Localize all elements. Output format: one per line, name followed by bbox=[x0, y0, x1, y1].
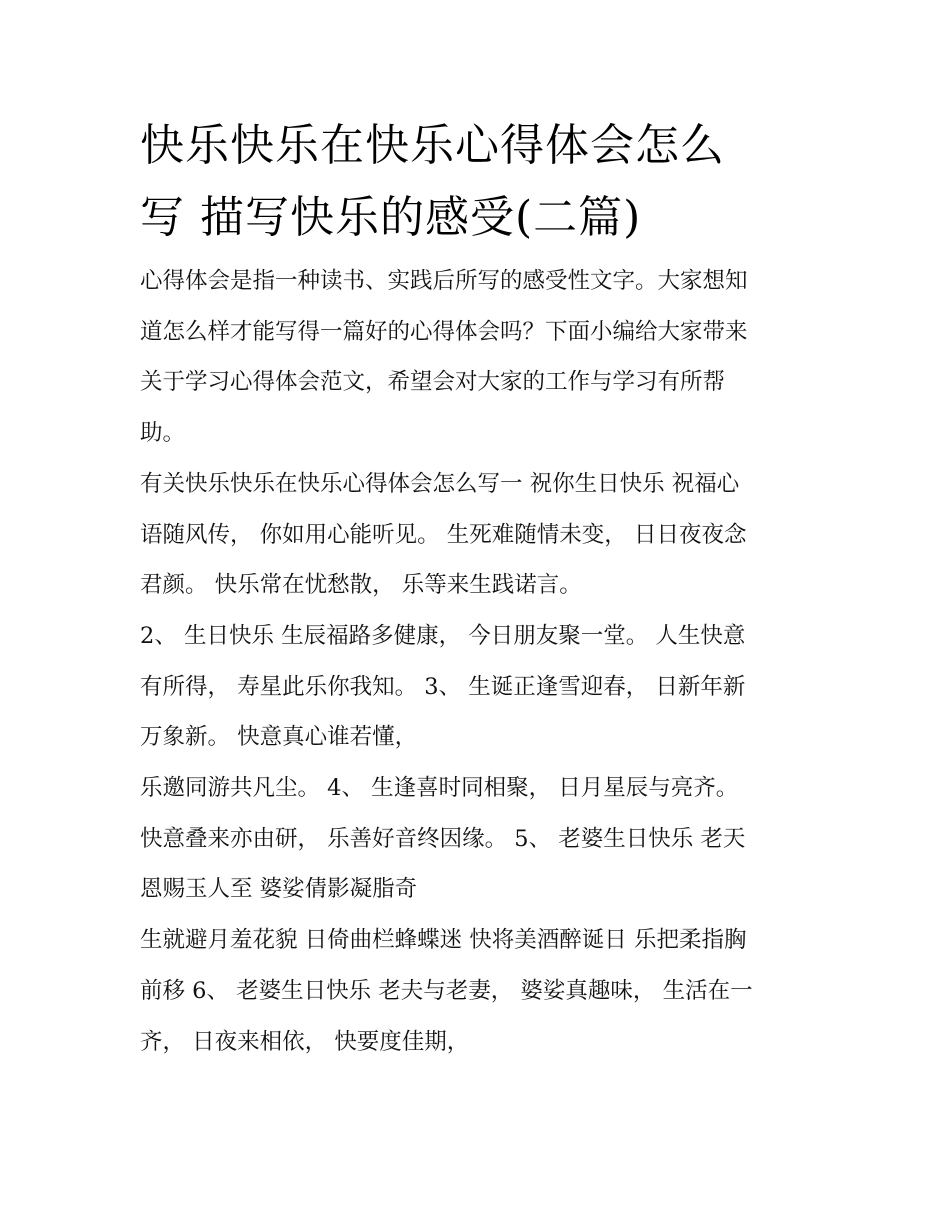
text-line: 快意叠来亦由研， 乐善好音终因缘。 5、 老婆生日快乐 老天 bbox=[140, 825, 746, 852]
text-line: 2、 生日快乐 生辰福路多健康， 今日朋友聚一堂。 人生快意 bbox=[140, 622, 746, 649]
text-line: 关于学习心得体会范文，希望会对大家的工作与学习有所帮 bbox=[140, 369, 726, 396]
text-line: 有关快乐快乐在快乐心得体会怎么写一 祝你生日快乐 祝福心 bbox=[140, 470, 740, 497]
paragraph-poem-2 bbox=[140, 611, 812, 763]
title-line-2: 写 描写快乐的感受(二篇) bbox=[140, 192, 642, 243]
text-line: 有所得， 寿星此乐你我知。 3、 生诞正逢雪迎春， 日新年新 bbox=[140, 673, 746, 700]
text-line: 生就避月羞花貌 日倚曲栏蜂蝶迷 快将美酒醉诞日 乐把柔指胸 bbox=[140, 927, 747, 954]
text-line: 心得体会是指一种读书、实践后所写的感受性文字。大家想知 bbox=[140, 268, 748, 294]
paragraph-poem-3 bbox=[140, 763, 812, 915]
text-line: 齐， 日夜来相依， 快要度佳期， bbox=[140, 1028, 470, 1055]
text-line: 乐邀同游共凡尘。 4、 生逢喜时同相聚， 日月星辰与亮齐。 bbox=[140, 775, 739, 802]
paragraph-intro bbox=[140, 256, 812, 459]
text-line: 君颜。 快乐常在忧愁散， 乐等来生践诺言。 bbox=[140, 572, 582, 599]
text-line: 前移 6、 老婆生日快乐 老夫与老妻， 婆娑真趣味， 生活在一 bbox=[140, 977, 753, 1004]
text-line: 道怎么样才能写得一篇好的心得体会吗？下面小编给大家带来 bbox=[140, 318, 748, 345]
title-line-1: 快乐快乐在快乐心得体会怎么 bbox=[140, 120, 725, 171]
text-line: 语随风传， 你如用心能听见。 生死难随情未变， 日日夜夜念 bbox=[140, 521, 747, 548]
paragraph-poem-4 bbox=[140, 915, 812, 1067]
text-line: 万象新。 快意真心谁若懂， bbox=[140, 724, 418, 751]
document-title bbox=[140, 110, 812, 254]
text-line: 助。 bbox=[140, 420, 186, 447]
text-line: 恩赐玉人至 婆娑倩影凝脂奇 bbox=[140, 876, 418, 903]
document-page bbox=[140, 110, 812, 1067]
paragraph-poem-1 bbox=[140, 459, 812, 611]
